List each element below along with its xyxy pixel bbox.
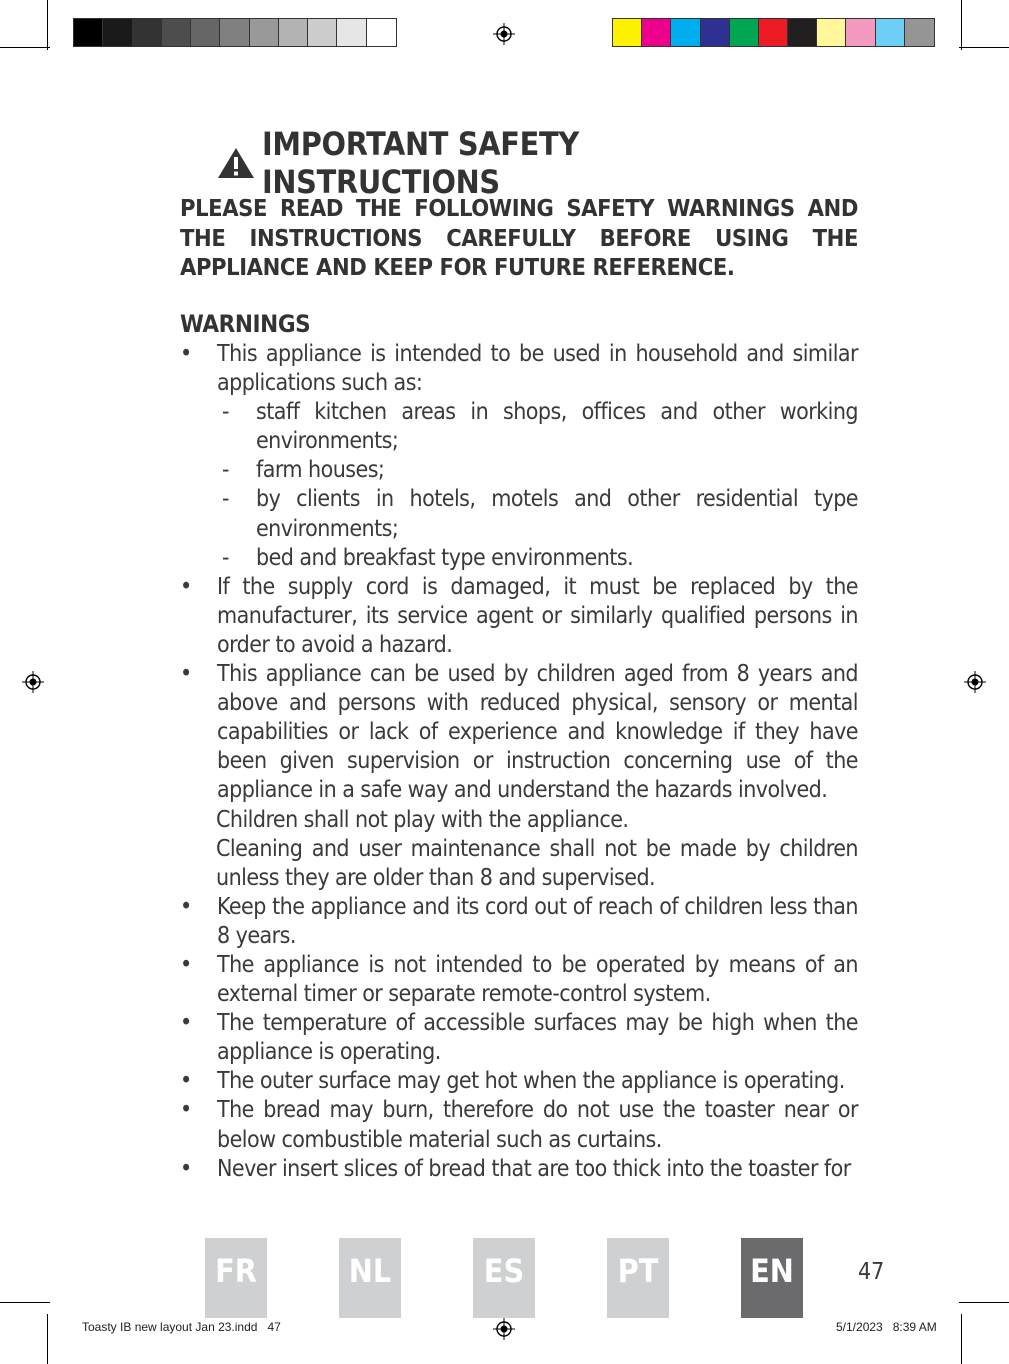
registration-mark-icon [493,1318,515,1340]
registration-mark-icon [22,671,44,693]
color-swatch [817,19,846,46]
crop-mark [959,1302,1009,1303]
color-swatch [613,19,642,46]
list-item-continuation: Children shall not play with the appliance. [216,806,629,833]
color-swatch [846,19,875,46]
language-tab-fr[interactable]: FR [205,1238,267,1318]
color-swatch [730,19,759,46]
list-item: • Keep the appliance and its cord out of reach of children less than 8 years. [180,893,858,949]
crop-mark [0,1302,50,1303]
warning-triangle-icon [216,146,256,180]
list-item-continuation: Cleaning and user maintenance shall not be made by children unless they are older than 8 and supervised. [216,835,858,891]
language-tab-en[interactable]: EN [741,1238,803,1318]
color-swatch [133,19,162,46]
color-swatch [191,19,220,46]
color-swatch [337,19,366,46]
grayscale-color-bar [73,18,397,47]
crop-mark [47,1314,48,1364]
list-item: • The bread may burn, therefore do not use the toaster near or below combustible material such as curtains. [180,1097,858,1153]
color-swatch [905,19,934,46]
color-swatch [759,19,788,46]
title-text: IMPORTANT SAFETY INSTRUCTIONS [261,125,579,201]
color-swatch [279,19,308,46]
crop-mark [959,47,1009,48]
color-swatch [367,19,396,46]
list-item: • This appliance can be used by children aged from 8 years and above and persons with reduced physical, sensory or mental capabilities or lack of experience and knowledge if they have been given supervision or instruction concerning use of the appliance in a safe way and understand the hazards involved. [180,661,858,804]
process-color-bar [612,18,935,47]
color-swatch [250,19,279,46]
color-swatch [876,19,905,46]
registration-mark-icon [964,671,986,693]
warnings-list [180,340,858,1184]
crop-mark [47,0,48,50]
sub-list-item: - staff kitchen areas in shops, offices and other working environments; [222,399,858,455]
color-swatch [162,19,191,46]
color-swatch [308,19,337,46]
language-tab-nl[interactable]: NL [339,1238,401,1318]
sub-list-item: - farm houses; [222,457,385,484]
list-item: • If the supply cord is damaged, it must be replaced by the manufacturer, its service agent or similarly qualified persons in order to avoid a hazard. [180,573,858,658]
list-item: • The outer surface may get hot when the appliance is operating. [180,1068,845,1095]
list-item: • Never insert slices of bread that are too thick into the toaster for [180,1155,851,1182]
registration-mark-icon [493,23,515,45]
color-swatch [103,19,132,46]
list-item: • This appliance is intended to be used in household and similar applications such as: [180,341,858,397]
list-item: • The temperature of accessible surfaces may be high when the appliance is operating. [180,1010,858,1066]
color-swatch [671,19,700,46]
color-swatch [220,19,249,46]
color-swatch [788,19,817,46]
slug-filename: Toasty IB new layout Jan 23.indd 47 [82,1320,281,1334]
bullet: • [180,341,192,367]
crop-mark [0,47,50,48]
language-tab-es[interactable]: ES [473,1238,535,1318]
sub-list-item: - bed and breakfast type environments. [222,544,634,571]
crop-mark [961,1314,962,1364]
sub-list-item: - by clients in hotels, motels and other residential type environments; [222,486,858,542]
color-swatch [642,19,671,46]
slug-timestamp: 5/1/2023 8:39 AM [836,1320,937,1334]
crop-mark [961,0,962,50]
section-heading: WARNINGS [180,310,311,338]
color-swatch [701,19,730,46]
language-tab-pt[interactable]: PT [607,1238,669,1318]
lead-warning: PLEASE READ THE FOLLOWING SAFETY WARNINGS AND THE INSTRUCTIONS CAREFULLY BEFORE USING THE APPLIANCE AND KEEP FOR FUTURE REFERENCE. [180,194,858,281]
color-swatch [74,19,103,46]
list-item: • The appliance is not intended to be operated by means of an external timer or separate remote-control system. [180,951,858,1008]
page-number: 47 [858,1259,885,1285]
page-title [216,125,826,201]
